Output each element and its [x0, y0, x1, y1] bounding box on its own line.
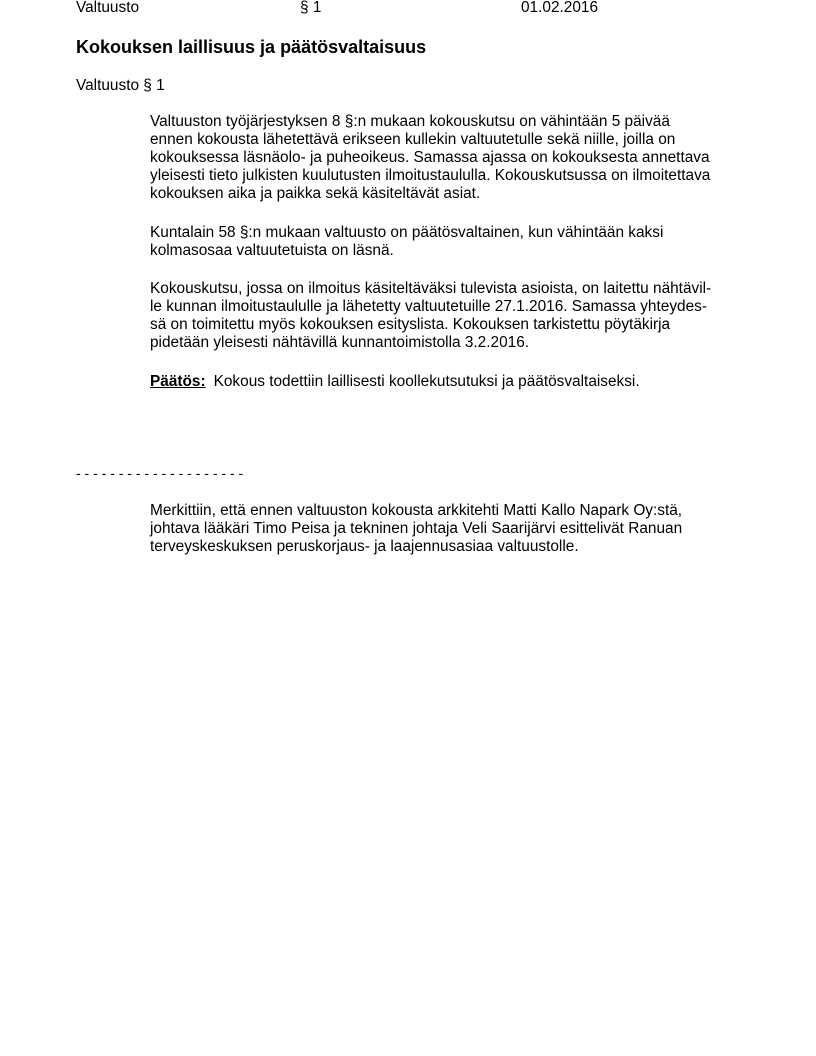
note	[150, 502, 750, 556]
paragraph-1	[150, 113, 750, 203]
text-line: Valtuuston työjärjestyksen 8 §:n mukaan kokouskutsu on vähintään 5 päivää	[150, 113, 670, 130]
text-line: terveyskeskuksen peruskorjaus- ja laajennusasiaa valtuustolle.	[150, 538, 579, 555]
text-line: kolmasosaa valtuutetuista on läsnä.	[150, 242, 394, 259]
text-line: Kuntalain 58 §:n mukaan valtuusto on päätösvaltainen, kun vähintään kaksi	[150, 224, 664, 241]
decision-text: Kokous todettiin laillisesti koollekutsutuksi ja päätösvaltaiseksi.	[213, 373, 640, 390]
header-date: 01.02.2016	[521, 0, 599, 16]
separator: - - - - - - - - - - - - - - - - - - - -	[76, 465, 244, 481]
subtitle: Valtuusto § 1	[76, 77, 165, 94]
text-line: le kunnan ilmoitustaululle ja lähetetty valtuutetuille 27.1.2016. Samassa yhteydes-	[150, 298, 707, 315]
text-line: sä on toimitettu myös kokouksen esityslista. Kokouksen tarkistettu pöytäkirja	[150, 316, 671, 333]
decision	[150, 373, 750, 391]
text-line: yleisesti tieto julkisten kuulutusten ilmoitustaululla. Kokouskutsussa on ilmoitettava	[150, 167, 711, 184]
text-line: kokouksessa läsnäolo- ja puheoikeus. Samassa ajassa on kokouksesta annettava	[150, 149, 710, 166]
header-section: § 1	[300, 0, 322, 16]
text-line: Merkittiin, että ennen valtuuston kokousta arkkitehti Matti Kallo Napark Oy:stä,	[150, 502, 683, 519]
text-line: johtava lääkäri Timo Peisa ja tekninen johtaja Veli Saarijärvi esittelivät Ranuan	[150, 520, 683, 537]
page-title: Kokouksen laillisuus ja päätösvaltaisuus	[76, 37, 427, 57]
text-line: Kokouskutsu, jossa on ilmoitus käsiteltäväksi tulevista asioista, on laitettu nähtävil-	[150, 280, 712, 297]
text-line: ennen kokousta lähetettävä erikseen kullekin valtuutetulle sekä niille, joilla on	[150, 131, 676, 148]
paragraph-3	[150, 280, 750, 352]
paragraph-2	[150, 224, 750, 260]
text-line: kokouksen aika ja paikka sekä käsiteltävät asiat.	[150, 185, 481, 202]
decision-label: Päätös:	[150, 373, 206, 390]
header-body: Valtuusto	[76, 0, 140, 16]
text-line: pidetään yleisesti nähtävillä kunnantoimistolla 3.2.2016.	[150, 334, 530, 351]
